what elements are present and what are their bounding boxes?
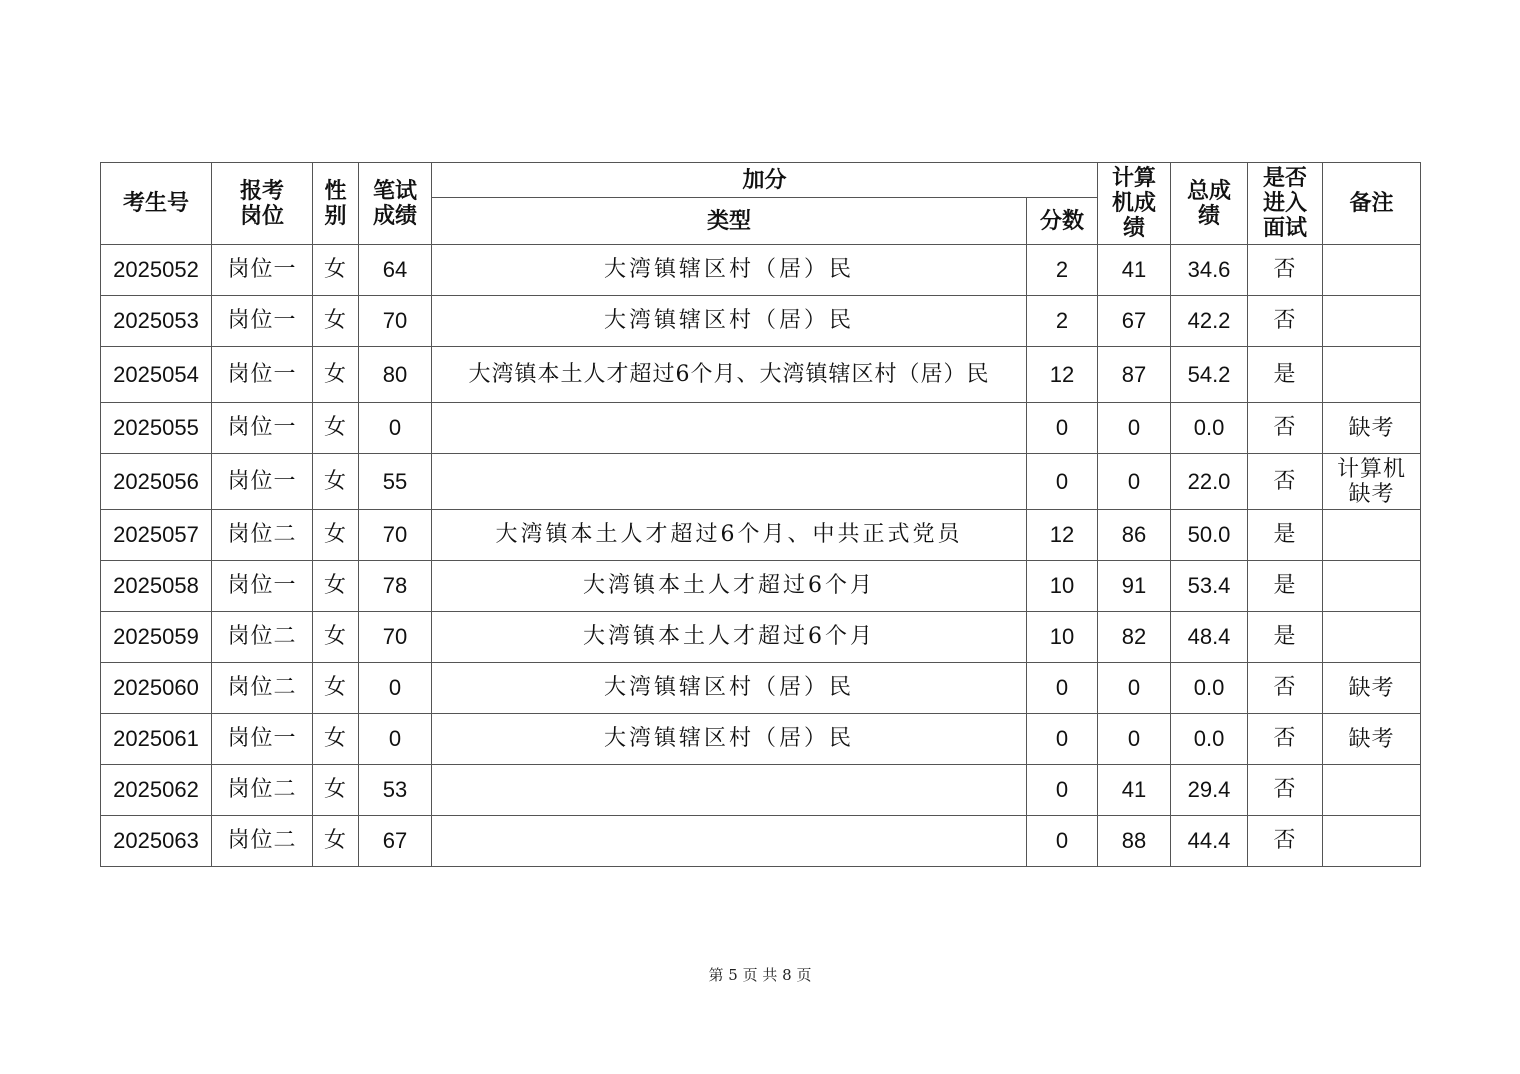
header-gender: 性别 xyxy=(313,163,359,245)
total-score-cell: 34.6 xyxy=(1171,245,1248,296)
position-cell: 岗位一 xyxy=(212,454,313,510)
total-score-cell: 0.0 xyxy=(1171,714,1248,765)
bonus-type-cell: 大湾镇辖区村（居）民 xyxy=(432,296,1027,347)
remark-cell: 缺考 xyxy=(1323,663,1421,714)
table-row xyxy=(101,510,1421,561)
gender-cell: 女 xyxy=(313,663,359,714)
written-score-cell: 0 xyxy=(359,714,432,765)
table-row xyxy=(101,561,1421,612)
written-score-cell: 70 xyxy=(359,510,432,561)
header-computer-score: 计算机成绩 xyxy=(1098,163,1171,245)
interview-cell: 否 xyxy=(1248,816,1323,867)
interview-cell: 否 xyxy=(1248,296,1323,347)
total-score-cell: 22.0 xyxy=(1171,454,1248,510)
computer-score-cell: 0 xyxy=(1098,714,1171,765)
written-score-cell: 55 xyxy=(359,454,432,510)
interview-cell: 否 xyxy=(1248,454,1323,510)
total-score-cell: 44.4 xyxy=(1171,816,1248,867)
total-score-cell: 50.0 xyxy=(1171,510,1248,561)
table-row xyxy=(101,403,1421,454)
computer-score-cell: 91 xyxy=(1098,561,1171,612)
computer-score-cell: 0 xyxy=(1098,663,1171,714)
exam-no-cell: 2025057 xyxy=(101,510,212,561)
written-score-cell: 0 xyxy=(359,663,432,714)
total-score-cell: 0.0 xyxy=(1171,403,1248,454)
written-score-cell: 70 xyxy=(359,296,432,347)
gender-cell: 女 xyxy=(313,454,359,510)
exam-no-cell: 2025053 xyxy=(101,296,212,347)
interview-cell: 是 xyxy=(1248,510,1323,561)
table-row xyxy=(101,245,1421,296)
bonus-type-cell xyxy=(432,816,1027,867)
bonus-score-cell: 2 xyxy=(1027,296,1098,347)
bonus-score-cell: 10 xyxy=(1027,612,1098,663)
total-score-cell: 42.2 xyxy=(1171,296,1248,347)
header-bonus: 加分 xyxy=(432,163,1098,198)
gender-cell: 女 xyxy=(313,714,359,765)
total-score-cell: 54.2 xyxy=(1171,347,1248,403)
table-row xyxy=(101,816,1421,867)
interview-cell: 是 xyxy=(1248,347,1323,403)
gender-cell: 女 xyxy=(313,816,359,867)
table-row xyxy=(101,296,1421,347)
table-row xyxy=(101,612,1421,663)
interview-cell: 否 xyxy=(1248,765,1323,816)
computer-score-cell: 86 xyxy=(1098,510,1171,561)
computer-score-cell: 82 xyxy=(1098,612,1171,663)
table-row xyxy=(101,663,1421,714)
gender-cell: 女 xyxy=(313,765,359,816)
remark-cell xyxy=(1323,561,1421,612)
header-remark: 备注 xyxy=(1323,163,1421,245)
header-bonus-type: 类型 xyxy=(432,198,1027,245)
exam-no-cell: 2025056 xyxy=(101,454,212,510)
bonus-type-cell: 大湾镇本土人才超过6个月、大湾镇辖区村（居）民 xyxy=(432,347,1027,403)
exam-no-cell: 2025063 xyxy=(101,816,212,867)
exam-no-cell: 2025059 xyxy=(101,612,212,663)
written-score-cell: 78 xyxy=(359,561,432,612)
position-cell: 岗位二 xyxy=(212,510,313,561)
position-cell: 岗位二 xyxy=(212,663,313,714)
exam-no-cell: 2025054 xyxy=(101,347,212,403)
bonus-score-cell: 2 xyxy=(1027,245,1098,296)
position-cell: 岗位二 xyxy=(212,765,313,816)
exam-no-cell: 2025058 xyxy=(101,561,212,612)
written-score-cell: 0 xyxy=(359,403,432,454)
bonus-score-cell: 0 xyxy=(1027,663,1098,714)
remark-cell xyxy=(1323,510,1421,561)
gender-cell: 女 xyxy=(313,403,359,454)
bonus-type-cell xyxy=(432,403,1027,454)
exam-no-cell: 2025062 xyxy=(101,765,212,816)
bonus-type-cell xyxy=(432,454,1027,510)
remark-cell xyxy=(1323,296,1421,347)
bonus-type-cell: 大湾镇本土人才超过6个月 xyxy=(432,561,1027,612)
gender-cell: 女 xyxy=(313,347,359,403)
interview-cell: 是 xyxy=(1248,561,1323,612)
table-row xyxy=(101,765,1421,816)
remark-cell xyxy=(1323,765,1421,816)
bonus-type-cell: 大湾镇本土人才超过6个月 xyxy=(432,612,1027,663)
header-interview: 是否进入面试 xyxy=(1248,163,1323,245)
interview-cell: 否 xyxy=(1248,245,1323,296)
remark-cell xyxy=(1323,347,1421,403)
table-row xyxy=(101,454,1421,510)
bonus-score-cell: 10 xyxy=(1027,561,1098,612)
bonus-type-cell: 大湾镇辖区村（居）民 xyxy=(432,663,1027,714)
header-exam-no: 考生号 xyxy=(101,163,212,245)
bonus-score-cell: 12 xyxy=(1027,510,1098,561)
computer-score-cell: 0 xyxy=(1098,403,1171,454)
remark-cell: 计算机缺考 xyxy=(1323,454,1421,510)
bonus-score-cell: 0 xyxy=(1027,816,1098,867)
position-cell: 岗位一 xyxy=(212,347,313,403)
page-number-footer: 第 5 页 共 8 页 xyxy=(708,966,812,984)
remark-cell: 缺考 xyxy=(1323,403,1421,454)
interview-cell: 是 xyxy=(1248,612,1323,663)
gender-cell: 女 xyxy=(313,510,359,561)
gender-cell: 女 xyxy=(313,245,359,296)
bonus-score-cell: 0 xyxy=(1027,403,1098,454)
total-score-cell: 29.4 xyxy=(1171,765,1248,816)
position-cell: 岗位一 xyxy=(212,403,313,454)
bonus-score-cell: 0 xyxy=(1027,765,1098,816)
bonus-type-cell: 大湾镇辖区村（居）民 xyxy=(432,714,1027,765)
written-score-cell: 53 xyxy=(359,765,432,816)
table-row xyxy=(101,714,1421,765)
table-row xyxy=(101,347,1421,403)
header-bonus-score: 分数 xyxy=(1027,198,1098,245)
bonus-score-cell: 0 xyxy=(1027,454,1098,510)
bonus-score-cell: 0 xyxy=(1027,714,1098,765)
total-score-cell: 0.0 xyxy=(1171,663,1248,714)
header-total-score: 总成绩 xyxy=(1171,163,1248,245)
interview-cell: 否 xyxy=(1248,714,1323,765)
gender-cell: 女 xyxy=(313,561,359,612)
header-row-top xyxy=(101,163,1421,198)
remark-cell xyxy=(1323,612,1421,663)
computer-score-cell: 41 xyxy=(1098,245,1171,296)
computer-score-cell: 67 xyxy=(1098,296,1171,347)
position-cell: 岗位一 xyxy=(212,245,313,296)
position-cell: 岗位二 xyxy=(212,612,313,663)
total-score-cell: 53.4 xyxy=(1171,561,1248,612)
remark-cell xyxy=(1323,816,1421,867)
remark-cell xyxy=(1323,245,1421,296)
computer-score-cell: 0 xyxy=(1098,454,1171,510)
score-table xyxy=(100,162,1421,867)
gender-cell: 女 xyxy=(313,612,359,663)
position-cell: 岗位二 xyxy=(212,816,313,867)
header-position: 报考岗位 xyxy=(212,163,313,245)
total-score-cell: 48.4 xyxy=(1171,612,1248,663)
header-written-score: 笔试成绩 xyxy=(359,163,432,245)
written-score-cell: 64 xyxy=(359,245,432,296)
position-cell: 岗位一 xyxy=(212,561,313,612)
exam-no-cell: 2025052 xyxy=(101,245,212,296)
exam-no-cell: 2025055 xyxy=(101,403,212,454)
bonus-type-cell: 大湾镇本土人才超过6个月、中共正式党员 xyxy=(432,510,1027,561)
exam-no-cell: 2025060 xyxy=(101,663,212,714)
computer-score-cell: 87 xyxy=(1098,347,1171,403)
written-score-cell: 70 xyxy=(359,612,432,663)
written-score-cell: 67 xyxy=(359,816,432,867)
position-cell: 岗位一 xyxy=(212,714,313,765)
gender-cell: 女 xyxy=(313,296,359,347)
bonus-type-cell: 大湾镇辖区村（居）民 xyxy=(432,245,1027,296)
position-cell: 岗位一 xyxy=(212,296,313,347)
computer-score-cell: 41 xyxy=(1098,765,1171,816)
bonus-score-cell: 12 xyxy=(1027,347,1098,403)
written-score-cell: 80 xyxy=(359,347,432,403)
interview-cell: 否 xyxy=(1248,663,1323,714)
interview-cell: 否 xyxy=(1248,403,1323,454)
computer-score-cell: 88 xyxy=(1098,816,1171,867)
remark-cell: 缺考 xyxy=(1323,714,1421,765)
bonus-type-cell xyxy=(432,765,1027,816)
exam-no-cell: 2025061 xyxy=(101,714,212,765)
